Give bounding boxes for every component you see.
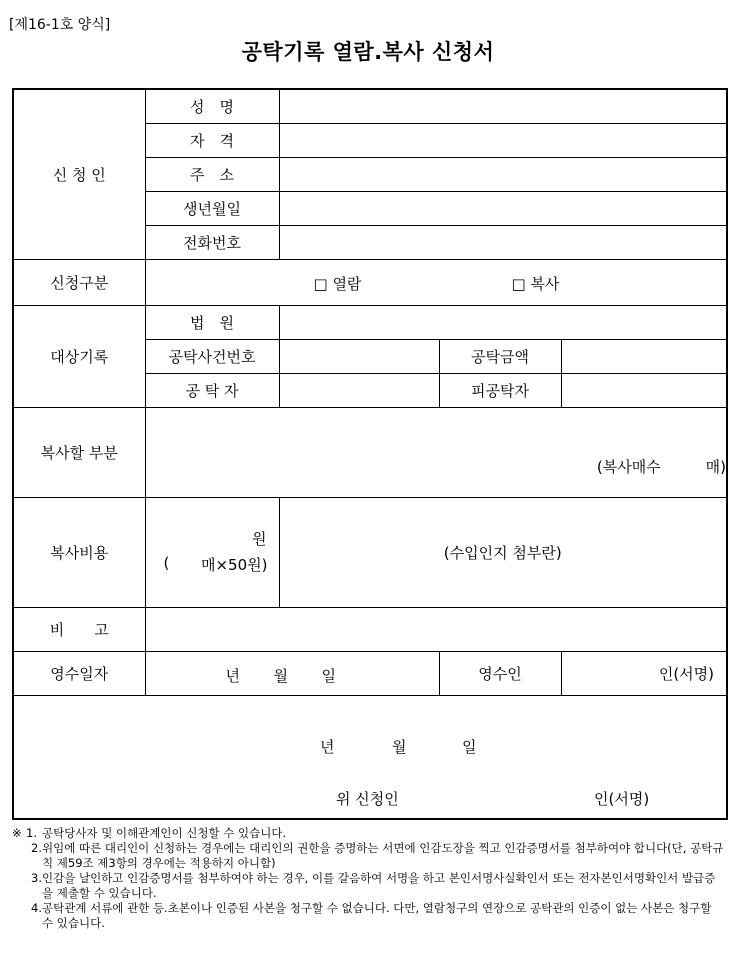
notes bbox=[12, 826, 726, 931]
sign-month: 월 bbox=[392, 737, 407, 756]
note-item bbox=[12, 901, 726, 931]
name-field[interactable] bbox=[279, 89, 727, 123]
qualification-label: 자 격 bbox=[145, 123, 279, 157]
applicant-section-label: 신 청 인 bbox=[13, 89, 145, 259]
applicant-sign-label: 위 신청인 bbox=[336, 789, 399, 808]
deposit-amount-field[interactable] bbox=[561, 339, 727, 373]
note-item bbox=[12, 841, 726, 871]
address-field[interactable] bbox=[279, 157, 727, 191]
request-type-label: 신청구분 bbox=[13, 259, 145, 305]
birthdate-field[interactable] bbox=[279, 191, 727, 225]
deposit-amount-label: 공탁금액 bbox=[439, 339, 561, 373]
page-title: 공탁기록 열람.복사 신청서 bbox=[241, 40, 495, 64]
case-number-field[interactable] bbox=[279, 339, 439, 373]
copy-cost-field[interactable] bbox=[145, 497, 279, 607]
sign-year: 년 bbox=[320, 737, 335, 756]
depositee-label: 피공탁자 bbox=[439, 373, 561, 407]
note-number: 1. bbox=[26, 826, 37, 840]
note-item bbox=[12, 826, 726, 841]
receipt-date-label: 영수일자 bbox=[13, 651, 145, 695]
sheets-rate: 매×50원) bbox=[201, 555, 268, 574]
qualification-field[interactable] bbox=[279, 123, 727, 157]
receipt-date-field[interactable] bbox=[145, 651, 439, 695]
note-number: 3. bbox=[31, 871, 42, 885]
case-number-label: 공탁사건번호 bbox=[145, 339, 279, 373]
revenue-stamp-area: (수입인지 첨부란) bbox=[279, 497, 727, 607]
copy-checkbox[interactable]: □ 복사 bbox=[511, 274, 560, 293]
name-label: 성 명 bbox=[145, 89, 279, 123]
target-record-label: 대상기록 bbox=[13, 305, 145, 407]
note-item bbox=[12, 871, 726, 901]
receiver-seal[interactable]: 인(서명) bbox=[561, 651, 727, 695]
applicant-seal[interactable]: 인(서명) bbox=[594, 789, 650, 808]
note-text: 위임에 따른 대리인이 신청하는 경우에는 대리인의 권한을 증명하는 서면에 인감도장을 찍고 인감증명서를 첨부하여야 합니다(단, 공탁규칙 제59조 제3항의 경우에는 적용하지 아니함) bbox=[42, 841, 724, 870]
note-text: 공탁당사자 및 이해관계인이 신청할 수 있습니다. bbox=[42, 826, 287, 840]
receipt-year: 년 bbox=[225, 666, 240, 685]
note-mark: ※ bbox=[12, 826, 22, 840]
phone-label: 전화번호 bbox=[145, 225, 279, 259]
receipt-day: 일 bbox=[321, 666, 336, 685]
application-form bbox=[12, 88, 728, 820]
copy-count-text: (복사매수 매) bbox=[596, 457, 727, 476]
depositee-field[interactable] bbox=[561, 373, 727, 407]
note-text: 인감을 날인하고 인감증명서를 첨부하여야 하는 경우, 이를 갈음하여 서명을 하고 본인서명사실확인서 또는 전자본인서명확인서 발급증을 제출할 수 있습니다. bbox=[42, 871, 716, 900]
sheets-open-paren: ( bbox=[163, 553, 170, 572]
copy-cost-label: 복사비용 bbox=[13, 497, 145, 607]
birthdate-label: 생년월일 bbox=[145, 191, 279, 225]
remarks-label: 비 고 bbox=[13, 607, 145, 651]
address-label: 주 소 bbox=[145, 157, 279, 191]
copy-part-field[interactable] bbox=[145, 407, 727, 497]
won-unit: 원 bbox=[252, 529, 267, 548]
receipt-month: 월 bbox=[273, 666, 288, 685]
depositor-field[interactable] bbox=[279, 373, 439, 407]
phone-field[interactable] bbox=[279, 225, 727, 259]
form-id: [제16-1호 양식] bbox=[9, 17, 111, 33]
sign-block bbox=[13, 695, 727, 819]
depositor-label: 공 탁 자 bbox=[145, 373, 279, 407]
request-type-options bbox=[145, 259, 727, 305]
court-field[interactable] bbox=[279, 305, 727, 339]
sign-day: 일 bbox=[462, 737, 477, 756]
copy-part-label: 복사할 부분 bbox=[13, 407, 145, 497]
court-label: 법 원 bbox=[145, 305, 279, 339]
note-number: 4. bbox=[31, 901, 42, 915]
remarks-field[interactable] bbox=[145, 607, 727, 651]
receiver-label: 영수인 bbox=[439, 651, 561, 695]
view-checkbox[interactable]: □ 열람 bbox=[313, 274, 362, 293]
note-number: 2. bbox=[31, 841, 42, 855]
note-text: 공탁관계 서류에 관한 등.초본이나 인증된 사본을 청구할 수 없습니다. 다만, 열람청구의 연장으로 공탁관의 인증이 없는 사본은 청구할 수 있습니다. bbox=[42, 901, 712, 930]
